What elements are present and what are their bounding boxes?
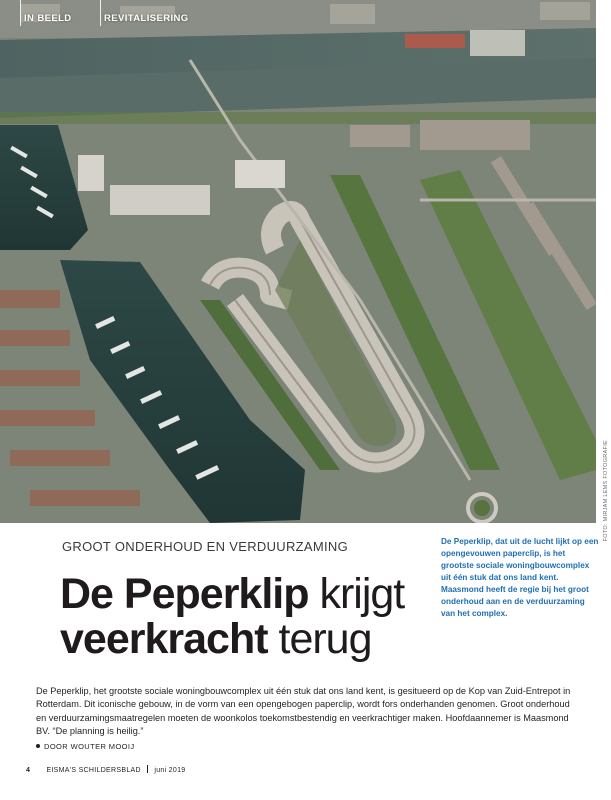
headline-bold-2: veerkracht [60, 615, 268, 663]
magazine-name: EISMA'S SCHILDERSBLAD [46, 767, 141, 774]
headline-bold-1: De Peperklip [60, 570, 309, 618]
page-footer [26, 765, 185, 779]
kicker: GROOT ONDERHOUD EN VERDUURZAMING [62, 539, 348, 554]
tab-divider [20, 0, 21, 26]
bullet-icon [36, 744, 40, 748]
issue-date: juni 2019 [154, 767, 186, 774]
intro-paragraph: De Peperklip, het grootste sociale woningbouwcomplex uit één stuk dat ons land kent, is gesitueerd op de Kop van Zuid-Entrepot in Rotterdam. Dit iconische gebouw, in de vorm van een opengebogen paperclip, wordt fors onderhanden genomen. Groot onderhoud en verduurzamingsmaatregelen moeten de woonkolos toekomstbestendig en veerkrachtiger maken. Hoofdaannemer is Maasmond BV. “De planning is heilig.” [36, 686, 571, 737]
byline [36, 742, 135, 751]
headline-light-1: krijgt [308, 570, 405, 618]
tab-divider [100, 0, 101, 26]
section-label-in-beeld: IN BEELD [24, 13, 72, 24]
section-label-revitalisering: REVITALISERING [104, 13, 189, 24]
photo-caption: De Peperklip, dat uit de lucht lijkt op een opengevouwen paperclip, is het grootste sociale woningbouwcomplex uit één stuk dat ons land kent. Maasmond heeft de regie bij het groot onderhoud aan en de verduurzaming van het complex. [441, 537, 599, 618]
section-tabs [0, 0, 200, 30]
photo-credit: FOTO: MIRJAM LEMS FOTOGRAFIE [603, 440, 609, 542]
headline-light-2: terug [267, 615, 372, 663]
footer-divider [147, 765, 148, 773]
headline [60, 572, 480, 662]
byline-text: DOOR WOUTER MOOIJ [44, 742, 135, 751]
page-number: 4 [26, 767, 31, 774]
